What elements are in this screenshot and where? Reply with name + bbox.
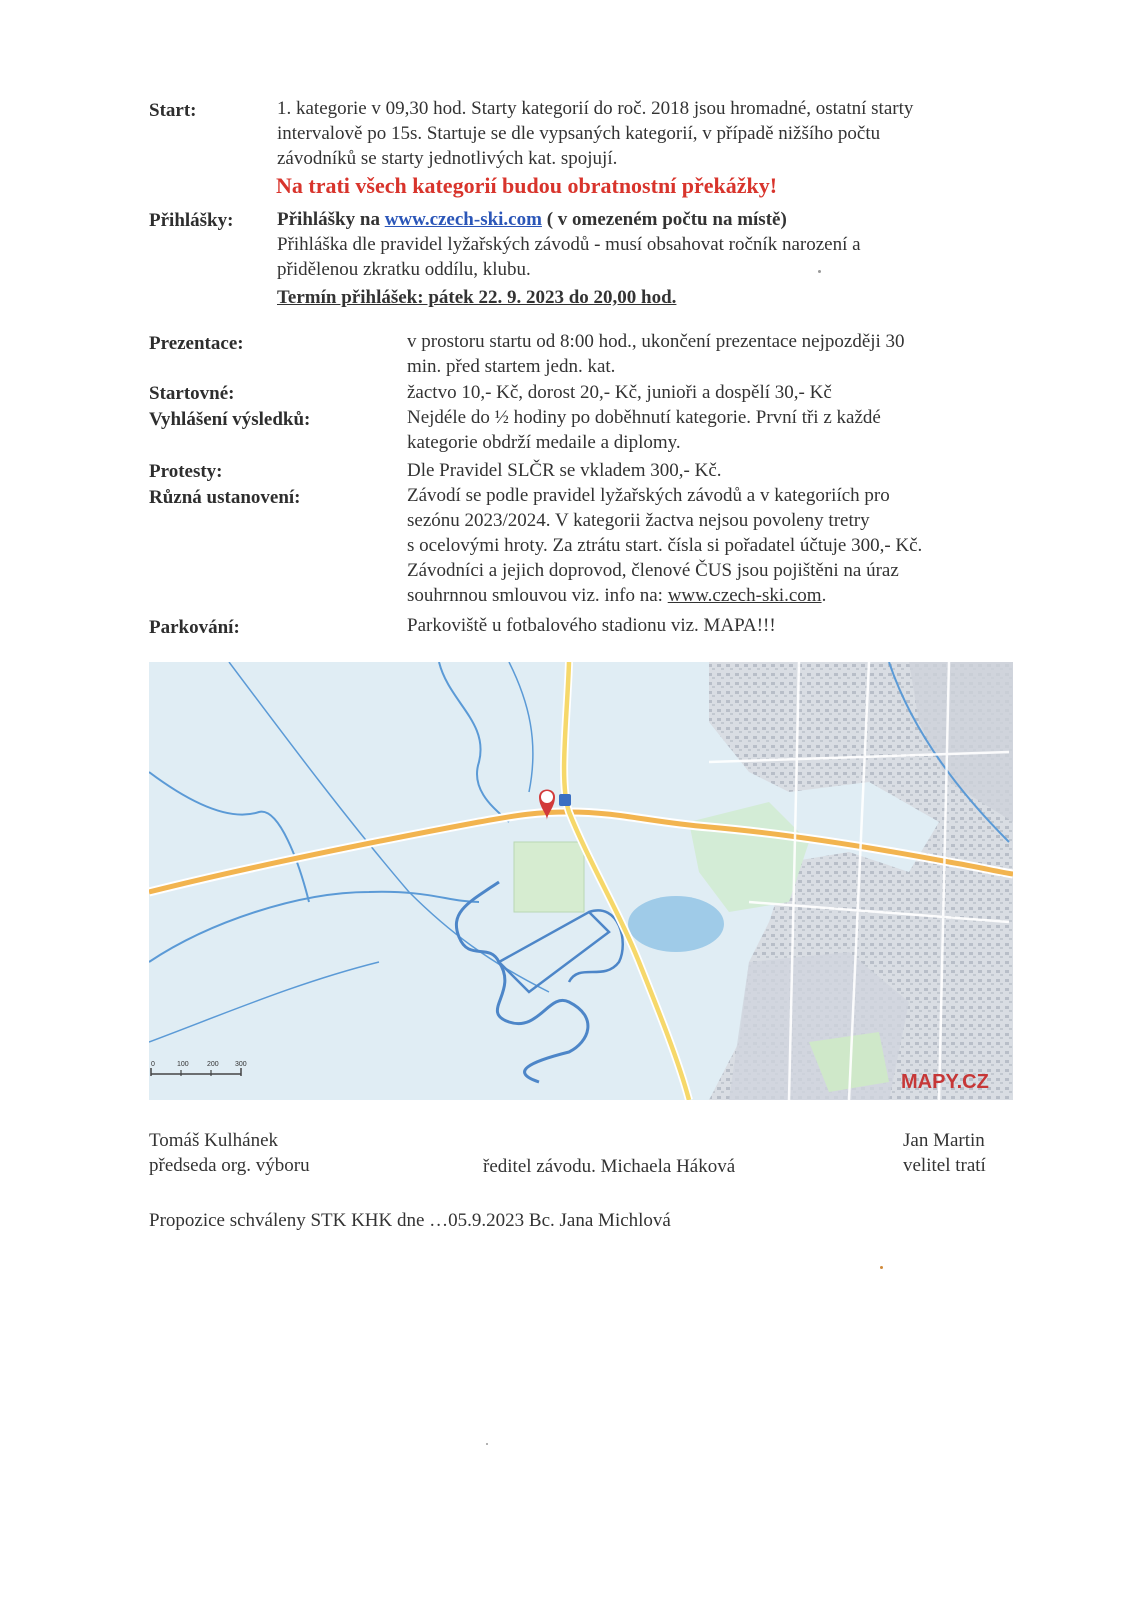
results-text bbox=[407, 405, 1009, 455]
scale-label: 200 bbox=[207, 1061, 219, 1068]
start-line: intervalově po 15s. Startuje se dle vypsaných kategorií, v případě nižšího počtu bbox=[277, 123, 881, 144]
map-canvas bbox=[149, 662, 1013, 1100]
czech-ski-link[interactable]: www.czech-ski.com bbox=[384, 209, 542, 230]
protests-text: Dle Pravidel SLČR se vkladem 300,- Kč. bbox=[407, 460, 722, 481]
misc-last-prefix: souhrnnou smlouvou viz. info na: bbox=[407, 585, 668, 606]
registration-suffix: ( v omezeném počtu na místě) bbox=[541, 209, 787, 230]
location-map bbox=[149, 662, 1013, 1100]
registration-link-line bbox=[277, 207, 997, 232]
signature-left bbox=[149, 1128, 310, 1178]
registration-deadline: Termín přihlášek: pátek 22. 9. 2023 do 20,00 hod. bbox=[277, 287, 677, 308]
misc-line: Závodí se podle pravidel lyžařských závodů a v kategoriích pro bbox=[407, 485, 890, 506]
start-text bbox=[277, 96, 997, 171]
scale-label: 100 bbox=[177, 1061, 189, 1068]
presentation-line: min. před startem jedn. kat. bbox=[407, 356, 616, 377]
fee-label: Startovné: bbox=[149, 383, 235, 404]
registration-label: Přihlášky: bbox=[149, 210, 234, 231]
obstacles-notice: Na trati všech kategorií budou obratnostní překážky! bbox=[276, 173, 778, 198]
misc-last-suffix: . bbox=[821, 585, 827, 606]
lake bbox=[628, 896, 724, 952]
misc-text bbox=[407, 483, 1009, 608]
right-signer-name: Jan Martin bbox=[903, 1130, 985, 1151]
scan-speck bbox=[880, 1266, 883, 1269]
right-signer-role: velitel tratí bbox=[903, 1155, 986, 1176]
czech-ski-link-2[interactable]: www.czech-ski.com bbox=[667, 585, 822, 606]
misc-line: Závodníci a jejich doprovod, členové ČUS jsou pojištěni na úraz bbox=[407, 560, 899, 581]
registration-rules: Přihláška dle pravidel lyžařských závodů - musí obsahovat ročník narození a bbox=[277, 234, 861, 255]
presentation-label: Prezentace: bbox=[149, 333, 244, 354]
scale-label: 300 bbox=[235, 1061, 247, 1068]
results-line: Nejdéle do ½ hodiny po doběhnutí kategorie. První tři z každé bbox=[407, 407, 881, 428]
start-line: 1. kategorie v 09,30 hod. Starty kategorií do roč. 2018 jsou hromadné, ostatní starty bbox=[277, 98, 914, 119]
scan-speck bbox=[486, 1443, 488, 1445]
scale-label: 0 bbox=[151, 1061, 155, 1068]
results-line: kategorie obdrží medaile a diplomy. bbox=[407, 432, 681, 453]
signature-center: ředitel závodu. Michaela Háková bbox=[483, 1156, 736, 1177]
presentation-line: v prostoru startu od 8:00 hod., ukončení prezentace nejpozději 30 bbox=[407, 331, 905, 352]
presentation-text bbox=[407, 329, 1007, 379]
start-label: Start: bbox=[149, 100, 197, 121]
signature-right bbox=[903, 1128, 986, 1178]
misc-line: s ocelovými hroty. Za ztrátu start. čísla si pořadatel účtuje 300,- Kč. bbox=[407, 535, 923, 556]
misc-last-line bbox=[407, 583, 1009, 608]
registration-rules: přidělenou zkratku oddílu, klubu. bbox=[277, 259, 531, 280]
mapy-logo: MAPY.CZ bbox=[901, 1071, 989, 1093]
scan-speck bbox=[818, 270, 821, 273]
misc-label: Různá ustanovení: bbox=[149, 487, 301, 508]
registration-prefix: Přihlášky na bbox=[277, 209, 385, 230]
parking-text: Parkoviště u fotbalového stadionu viz. MAPA!!! bbox=[407, 615, 776, 636]
left-signer-name: Tomáš Kulhánek bbox=[149, 1130, 279, 1151]
left-signer-role: předseda org. výboru bbox=[149, 1155, 310, 1176]
start-line: závodníků se starty jednotlivých kat. spojují. bbox=[277, 148, 618, 169]
registration-block bbox=[277, 207, 997, 310]
parking-label: Parkování: bbox=[149, 617, 240, 638]
approval-line: Propozice schváleny STK KHK dne …05.9.2023 Bc. Jana Michlová bbox=[149, 1210, 671, 1231]
misc-line: sezónu 2023/2024. V kategorii žactva nejsou povoleny tretry bbox=[407, 510, 870, 531]
protests-label: Protesty: bbox=[149, 461, 223, 482]
fee-text: žactvo 10,- Kč, dorost 20,- Kč, junioři a dospělí 30,- Kč bbox=[407, 382, 832, 403]
results-label: Vyhlášení výsledků: bbox=[149, 409, 311, 430]
